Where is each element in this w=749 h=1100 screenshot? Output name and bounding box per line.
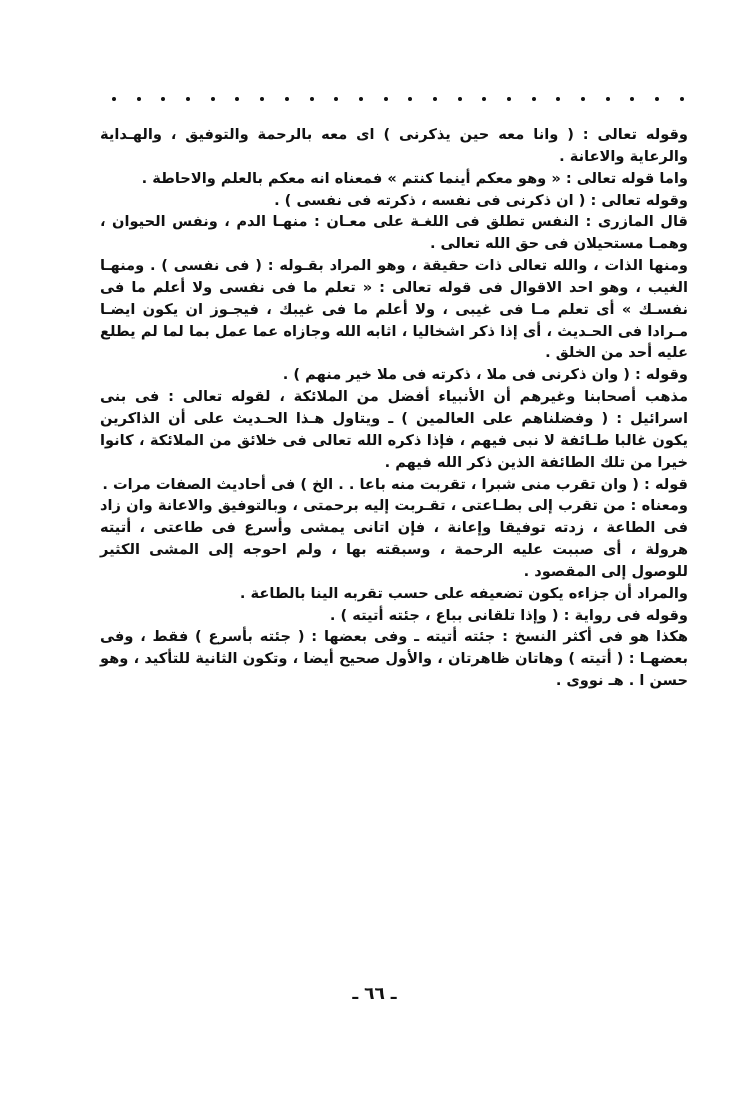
paragraph: قوله : ( وان تقرب منى شبرا ، تقربت منه باعا . . الخ ) فى أحاديث الصفات مرات . xyxy=(102,475,688,493)
paragraph: والمراد أن جزاءه يكون تضعيفه على حسب تقربه الينا بالطاعة . xyxy=(239,584,688,602)
page-number: ـ ٦٦ ـ xyxy=(352,984,397,1004)
paragraph: وقوله فى رواية : ( وإذا تلقانى بباع ، جئته أتيته ) . xyxy=(329,606,688,624)
paragraph: وقوله تعالى : ( وانا معه حين يذكرنى ) اى معه بالرحمة والتوفيق ، والهـداية والرعاية والاعانة . xyxy=(100,126,688,165)
paragraph: هكذا هو فى أكثر النسخ : جئته أتيته ـ وفى بعضها : ( جئته بأسرع ) فقط ، وفى بعضهـا : ( أتيته ) وهاتان ظاهرتان ، والأول صحيح أيضا ، وتكون الثانية للتأكيد ، وهو حسن ا . هـ نووى . xyxy=(100,628,688,690)
paragraph: وقوله تعالى : ( ان ذكرنى فى نفسه ، ذكرته فى نفسى ) . xyxy=(274,191,688,209)
paragraph: ومنها الذات ، والله تعالى ذات حقيقة ، وهو المراد بقـوله : ( فى نفسى ) . ومنهـا الغيب ، وهو احد الاقوال فى قوله تعالى : « تعلم ما فى نفسى ولا أعلم ما فى نفسـك » أى تعلم مـا فى غيبى ، ولا أعلم ما فى غيبك ، فيجـوز ان يكون ايضـا مـرادا فى الحـديث ، أى إذا ذكر اشخاليا ، اثابه الله وجازاه عما عمل بما لما لم يطلع عليه أحد من الخلق . xyxy=(100,257,688,362)
main-text xyxy=(100,124,688,692)
paragraph: وقوله : ( وان ذكرنى فى ملا ، ذكرته فى ملا خير منهم ) . xyxy=(282,366,688,384)
dotted-header-rule xyxy=(112,96,684,102)
paragraph: مذهب أصحابنا وغيرهم أن الأنبياء أفضل من الملائكة ، لقوله تعالى : فى بنى اسرائيل : ( وفضلناهم على العالمين ) ـ ويتاول هـذا الحـديث على أن الذاكرين يكون غالبا طـائفة لا نبى فيهم ، فإذا ذكره الله تعالى فى خلائق من الملائكة ، كانوا خيرا من تلك الطائفة الذين ذكر الله فيهم . xyxy=(100,388,688,471)
paragraph: ومعناه : من تقرب إلى بطـاعتى ، تقـربت إليه برحمتى ، وبالتوفيق والاعانة وان زاد فى الطاعة ، زدته توفيقا وإعانة ، فإن اتانى يمشى وأسرع فى طاعتى ، أتيته هرولة ، أى صببت عليه الرحمة ، وسبقته بها ، ولم احوجه إلى المشى الكثير للوصول إلى المقصود . xyxy=(100,497,688,580)
paragraph: واما قوله تعالى : « وهو معكم أينما كنتم » فمعناه انه معكم بالعلم والاحاطة . xyxy=(141,169,688,187)
paragraph: قال المازرى : النفس تطلق فى اللغـة على معـان : منهـا الدم ، ونفس الحيوان ، وهمـا مستحيلان فى حق الله تعالى . xyxy=(100,213,688,253)
